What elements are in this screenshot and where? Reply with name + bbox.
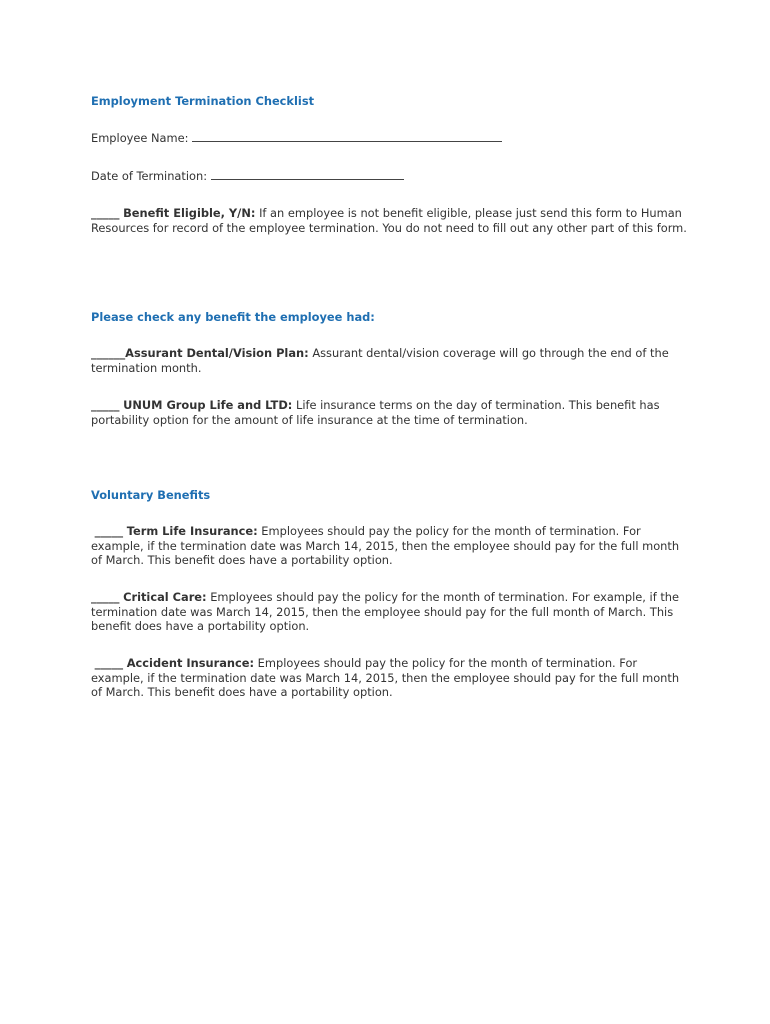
critical-care-label: Critical Care: [123,590,207,604]
benefit-eligible-paragraph [91,206,687,235]
benefit-unum-text: Life insurance terms on the day of termination. This benefit has portability option for the amount of life insurance at the time of termination. [91,398,660,427]
benefit-unum-blank[interactable]: _____ [91,398,120,412]
voluntary-item-accident [91,656,687,700]
term-life-blank[interactable]: _____ [94,524,124,538]
accident-label: Accident Insurance: [126,656,255,670]
benefit-eligible-text: If an employee is not benefit eligible, please just send this form to Human Resources for record of the employee termination. You do not need to fill out any other part of this form. [91,206,687,235]
benefit-item-dental [91,346,687,375]
term-life-label: Term Life Insurance: [126,524,258,538]
employee-name-label: Employee Name: [91,131,189,145]
employee-name-line[interactable] [192,131,502,142]
critical-care-blank[interactable]: _____ [91,590,120,604]
document-title: Employment Termination Checklist [91,94,315,108]
voluntary-item-term-life [91,524,687,568]
voluntary-item-critical-care [91,590,687,634]
date-of-termination-field [91,169,404,183]
accident-text: Employees should pay the policy for the month of termination. For example, if the termination date was March 14, 2015, then the employee should pay for the full month of March. This benefit does have a portability option. [91,656,680,699]
employee-name-field [91,131,502,145]
date-of-termination-line[interactable] [211,171,404,180]
critical-care-text: Employees should pay the policy for the month of termination. For example, if the termination date was March 14, 2015, then the employee should pay for the full month of March. This benefit does have a portability option. [91,590,680,633]
benefit-unum-label: UNUM Group Life and LTD: [123,398,293,412]
check-benefits-heading: Please check any benefit the employee had: [91,310,375,324]
benefit-item-unum [91,398,687,427]
voluntary-benefits-heading: Voluntary Benefits [91,488,211,502]
benefit-dental-blank[interactable]: ______ [91,346,126,360]
benefit-eligible-blank[interactable]: _____ [91,206,120,220]
benefit-dental-label: Assurant Dental/Vision Plan: [125,346,309,360]
date-of-termination-label: Date of Termination: [91,169,208,183]
term-life-text: Employees should pay the policy for the month of termination. For example, if the termination date was March 14, 2015, then the employee should pay for the full month of March. This benefit does have a portability option. [91,524,680,567]
benefit-dental-text: Assurant dental/vision coverage will go through the end of the termination month. [91,346,669,375]
benefit-eligible-label: Benefit Eligible, Y/N: [123,206,256,220]
accident-blank[interactable]: _____ [94,656,124,670]
